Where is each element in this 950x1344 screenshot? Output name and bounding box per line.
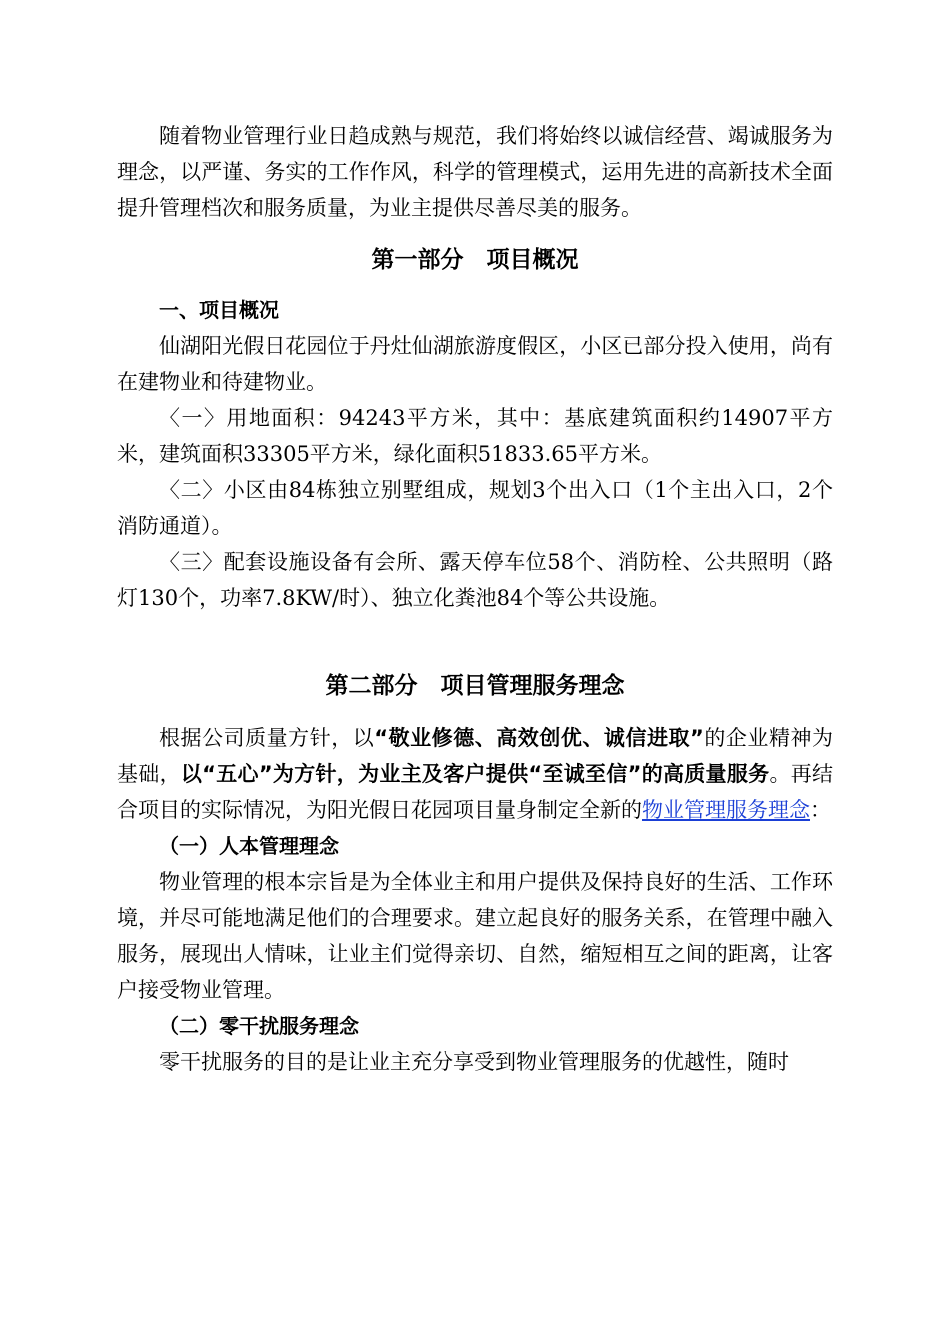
sub1-paragraph: 物业管理的根本宗旨是为全体业主和用户提供及保持良好的生活、工作环境，并尽可能地满足他们的合理要求。建立起良好的服务关系，在管理中融入服务，展现出人情味，让业主们觉得亲切、自然，缩短相互之间的距离，让客户接受物业管理。 xyxy=(117,870,833,1002)
philosophy-text-a: 根据公司质量方针，以 xyxy=(159,726,375,750)
overview-paragraph: 仙湖阳光假日花园位于丹灶仙湖旅游度假区，小区已部分投入使用，尚有在建物业和待建物业。 xyxy=(117,334,833,394)
sub1-title: （一）人本管理理念 xyxy=(159,834,339,858)
service-philosophy-link[interactable]: 物业管理服务理念 xyxy=(642,798,810,822)
part1-title: 第一部分 项目概况 xyxy=(371,247,579,273)
philosophy-paragraph xyxy=(117,720,833,828)
philosophy-text-c: 的企业精神为基础， xyxy=(117,726,834,786)
section-title-overview: 一、项目概况 xyxy=(159,298,279,322)
intro-paragraph: 随着物业管理行业日趋成熟与规范，我们将始终以诚信经营、竭诚服务为理念，以严谨、务实的工作作风，科学的管理模式，运用先进的高新技术全面提升管理档次和服务质量，为业主提供尽善尽美的服务。 xyxy=(117,124,833,220)
villa-paragraph: 〈二〉小区由84栋独立别墅组成，规划3个出入口（1个主出入口，2个消防通道）。 xyxy=(117,478,833,538)
philosophy-text-f: ： xyxy=(810,798,831,822)
sub2-title: （二）零干扰服务理念 xyxy=(159,1014,359,1038)
part2-title: 第二部分 项目管理服务理念 xyxy=(325,673,625,699)
land-area-paragraph: 〈一〉用地面积：94243平方米，其中：基底建筑面积约14907平方米，建筑面积33305平方米，绿化面积51833.65平方米。 xyxy=(117,406,833,466)
philosophy-policy: 以“五心”为方针，为业主及客户提供“至诚至信”的高质量服务 xyxy=(180,762,770,786)
facilities-paragraph: 〈三〉配套设施设备有会所、露天停车位58个、消防栓、公共照明（路灯130个，功率7.8KW/时）、独立化粪池84个等公共设施。 xyxy=(117,550,833,610)
document-page xyxy=(117,118,833,1080)
sub2-paragraph: 零干扰服务的目的是让业主充分享受到物业管理服务的优越性，随时 xyxy=(159,1050,789,1074)
philosophy-text-e: 。再结合项目的实际情况，为阳光假日花园项目量身制定全新的 xyxy=(117,762,834,822)
philosophy-motto: “敬业修德、高效创优、诚信进取” xyxy=(374,726,704,750)
